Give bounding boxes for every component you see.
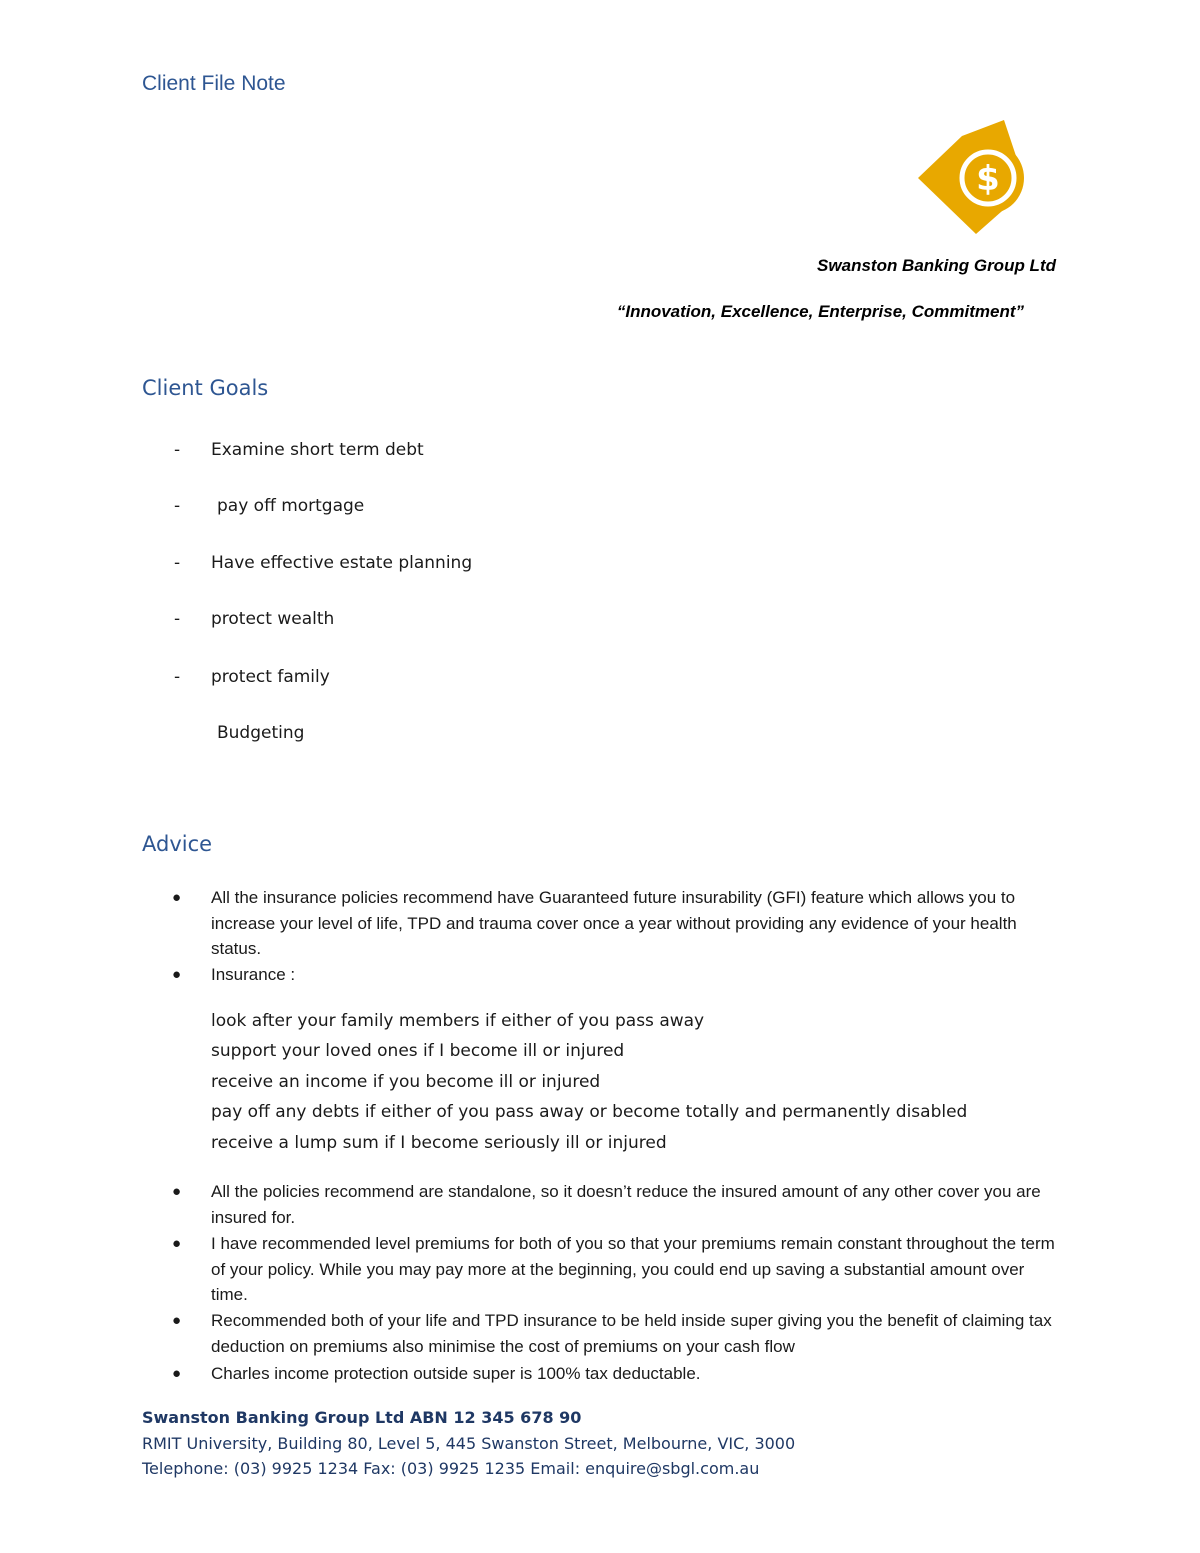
advice-text: All the insurance policies recommend have Guaranteed future insurability (GFI) feature which allows you to increase your level of life, TPD and trauma cover once a year without providing any evidence of your health status. xyxy=(211,888,1017,958)
insurance-point: receive a lump sum if I become seriously ill or injured xyxy=(211,1133,667,1153)
insurance-point: look after your family members if either of you pass away xyxy=(211,1011,705,1031)
bullet-icon: ● xyxy=(172,1365,182,1382)
company-name: Swanston Banking Group Ltd xyxy=(817,256,1056,275)
goal-dash: - xyxy=(174,609,181,629)
goal-text: protect wealth xyxy=(211,609,335,629)
logo-dollar-symbol: $ xyxy=(976,159,1000,199)
goal-dash: - xyxy=(174,496,181,516)
insurance-point: pay off any debts if either of you pass away or become totally and permanently disabled xyxy=(211,1102,968,1122)
footer-company-abn: Swanston Banking Group Ltd ABN 12 345 678 90 xyxy=(142,1408,582,1427)
bullet-icon: ● xyxy=(172,966,182,983)
bullet-icon: ● xyxy=(172,1235,182,1252)
advice-text: All the policies recommend are standalone, so it doesn’t reduce the insured amount of any other cover you are insured for. xyxy=(211,1182,1041,1227)
bullet-icon: ● xyxy=(172,1312,182,1329)
goal-text: protect family xyxy=(211,667,330,687)
goal-text: pay off mortgage xyxy=(217,496,365,516)
dollar-coin-logo-icon xyxy=(912,116,1034,238)
advice-text: Charles income protection outside super is 100% tax deductable. xyxy=(211,1364,701,1383)
footer-contact: Telephone: (03) 9925 1234 Fax: (03) 9925 1235 Email: enquire@sbgl.com.au xyxy=(142,1459,760,1478)
page-title: Client File Note xyxy=(142,72,286,95)
insurance-point: receive an income if you become ill or injured xyxy=(211,1072,601,1092)
bullet-icon: ● xyxy=(172,889,182,906)
client-goals-heading: Client Goals xyxy=(142,376,269,400)
company-tagline: “Innovation, Excellence, Enterprise, Commitment” xyxy=(616,302,1024,321)
footer-address: RMIT University, Building 80, Level 5, 445 Swanston Street, Melbourne, VIC, 3000 xyxy=(142,1434,796,1453)
advice-heading: Advice xyxy=(142,832,213,856)
bullet-icon: ● xyxy=(172,1183,182,1200)
insurance-point: support your loved ones if I become ill or injured xyxy=(211,1041,625,1061)
advice-text: I have recommended level premiums for both of you so that your premiums remain constant throughout the term of your policy. While you may pay more at the beginning, you could end up saving a substantial amount over time. xyxy=(211,1234,1055,1304)
goal-budgeting: Budgeting xyxy=(217,723,305,743)
goal-dash: - xyxy=(174,553,181,573)
goal-text: Examine short term debt xyxy=(211,440,424,460)
goal-dash: - xyxy=(174,667,181,687)
goal-text: Have effective estate planning xyxy=(211,553,473,573)
advice-text: Recommended both of your life and TPD insurance to be held inside super giving you the benefit of claiming tax deduction on premiums also minimise the cost of premiums on your cash flow xyxy=(211,1311,1052,1356)
advice-text: Insurance : xyxy=(211,965,296,984)
goal-dash: - xyxy=(174,440,181,460)
